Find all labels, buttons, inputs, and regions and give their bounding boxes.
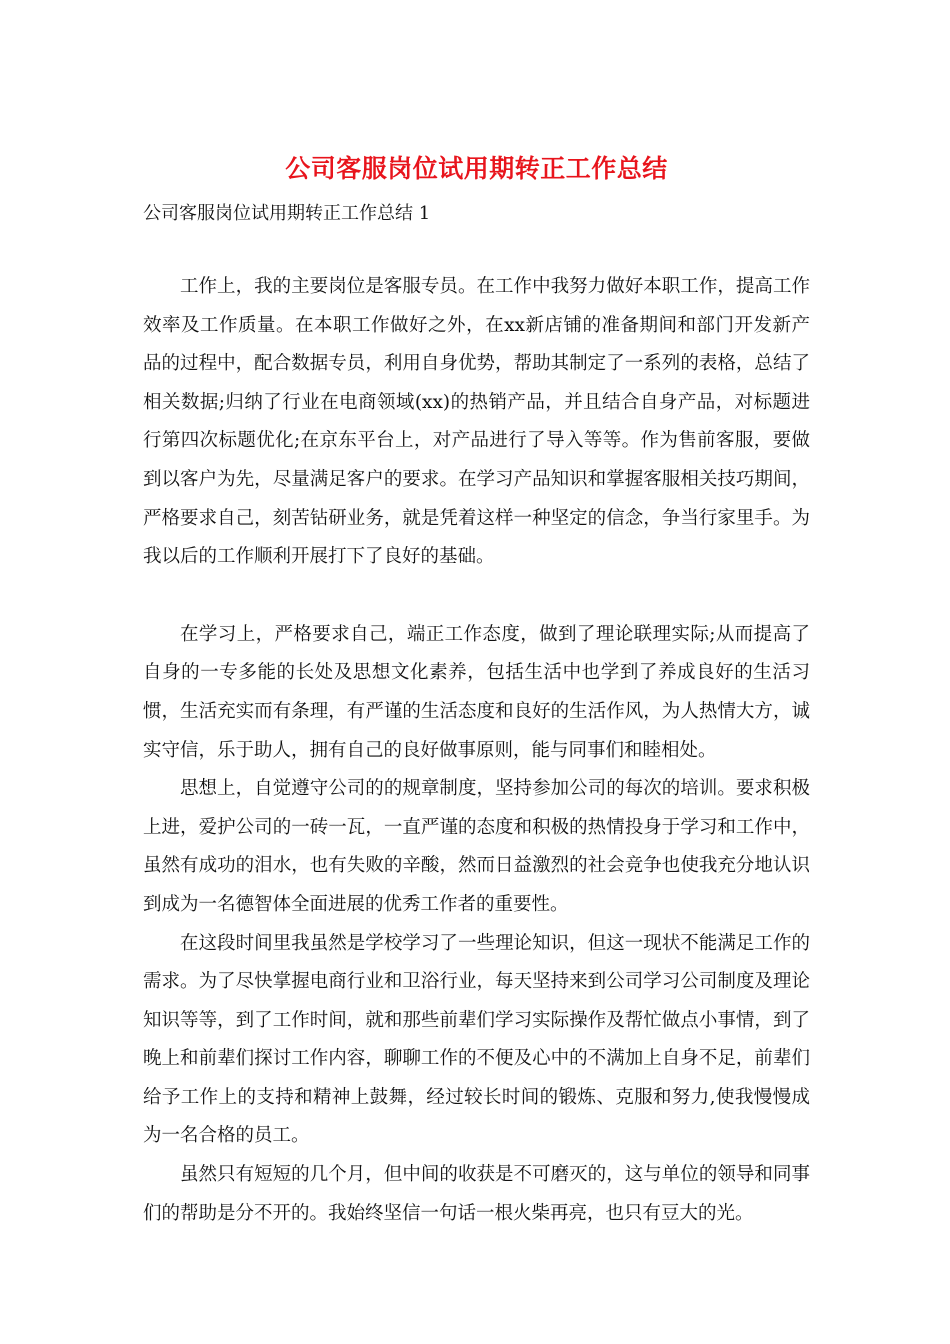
- paragraph-study: 在学习上，严格要求自己，端正工作态度，做到了理论联理实际;从而提高了自身的一专多能的长处及思想文化素养，包括生活中也学到了养成良好的生活习惯，生活充实而有条理，有严谨的生活态度和良好的生活作风，为人热情大方，诚实守信，乐于助人，拥有自己的良好做事原则，能与同事们和睦相处。: [143, 623, 810, 761]
- paragraph-learning-period: 在这段时间里我虽然是学校学习了一些理论知识，但这一现状不能满足工作的需求。为了尽快掌握电商行业和卫浴行业，每天坚持来到公司学习公司制度及理论知识等等，到了工作时间，就和那些前辈们学习实际操作及帮忙做点小事情，到了晚上和前辈们探讨工作内容，聊聊工作的不便及心中的不满加上自身不足，前辈们给予工作上的支持和精神上鼓舞，经过较长时间的锻炼、克服和努力,使我慢慢成为一名合格的员工。: [143, 932, 810, 1147]
- paragraph-gains: 虽然只有短短的几个月，但中间的收获是不可磨灭的，这与单位的领导和同事们的帮助是分不开的。我始终坚信一句话一根火柴再亮，也只有豆大的光。: [143, 1164, 810, 1224]
- document-subtitle: 公司客服岗位试用期转正工作总结 1: [143, 203, 431, 224]
- document-title: 公司客服岗位试用期转正工作总结: [285, 154, 668, 183]
- paragraph-thought: 思想上，自觉遵守公司的的规章制度，坚持参加公司的每次的培训。要求积极上进，爱护公司的一砖一瓦，一直严谨的态度和积极的热情投身于学习和工作中，虽然有成功的泪水，也有失败的辛酸，然而日益激烈的社会竞争也使我充分地认识到成为一名德智体全面进展的优秀工作者的重要性。: [143, 778, 810, 915]
- paragraph-work: 工作上，我的主要岗位是客服专员。在工作中我努力做好本职工作，提高工作效率及工作质量。在本职工作做好之外，在xx新店铺的准备期间和部门开发新产品的过程中，配合数据专员，利用自身优势，帮助其制定了一系列的表格，总结了相关数据;归纳了行业在电商领域(xx)的热销产品，并且结合自身产品，对标题进行第四次标题优化;在京东平台上，对产品进行了导入等等。作为售前客服，要做到以客户为先，尽量满足客户的要求。在学习产品知识和掌握客服相关技巧期间，严格要求自己，刻苦钻研业务，就是凭着这样一种坚定的信念，争当行家里手。为我以后的工作顺利开展打下了良好的基础。: [143, 276, 810, 568]
